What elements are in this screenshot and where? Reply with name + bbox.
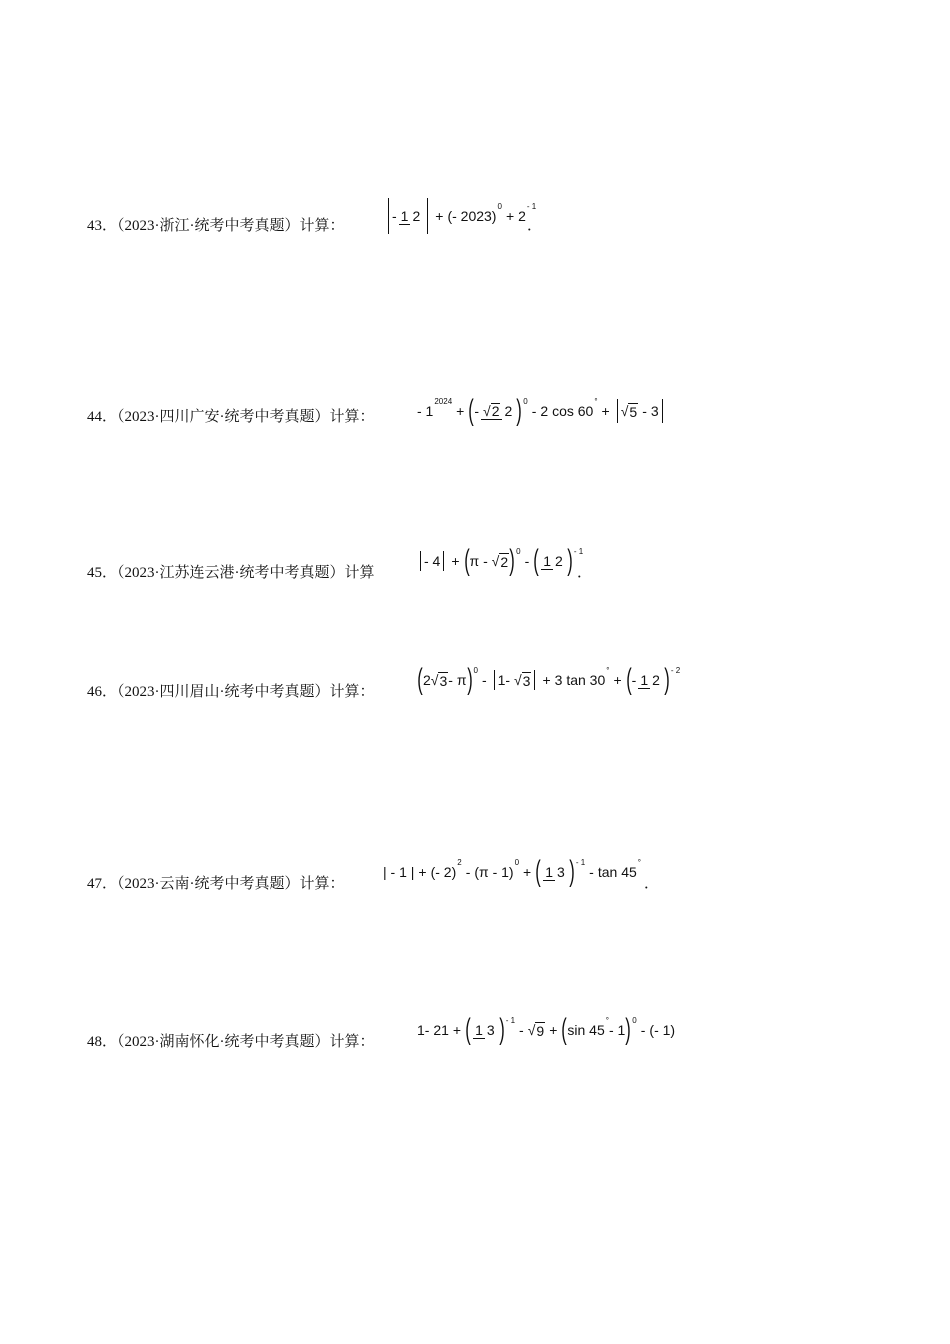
formula: 1- 21 + ( 1 3 ) - 1 - √ 9 + ( sin 45 ° - 1 ) 0 - (- 1) — [417, 1013, 676, 1046]
problem-46 — [87, 652, 887, 722]
period: ． — [644, 876, 660, 892]
problem-43 — [87, 188, 887, 258]
problem-label: 47．（2023·云南·统考中考真题）计算： — [87, 876, 345, 892]
problem-45 — [87, 533, 887, 603]
problem-44 — [87, 375, 887, 445]
formula: | - 1 | + (- 2) 2 - (π - 1) 0 + ( 1 3 ) - 1 - tan 45 ° — [383, 855, 641, 888]
problem-label: 44．（2023·四川广安·统考中考真题）计算： — [87, 409, 375, 425]
problem-label: 43．（2023·浙江·统考中考真题）计算： — [87, 218, 345, 234]
problem-label: 46．（2023·四川眉山·统考中考真题）计算： — [87, 684, 375, 700]
period: ． — [527, 218, 543, 234]
formula: - 1 2 + (- 2023) 0 + 2 - 1 — [385, 188, 536, 244]
formula: - 1 2024 + ( - √2 2 ) 0 - 2 cos 60 ° + √ 5 - 3 — [417, 383, 666, 439]
problem-47 — [87, 844, 887, 914]
formula: - 4 + ( π - √ 2 ) 0 - ( 1 2 ) - 1 — [417, 533, 583, 589]
formula: ( 2√ 3 - π ) 0 - 1- √ 3 + 3 tan 30 ° + ( - 1 2 ) - 2 — [417, 663, 681, 696]
problem-48 — [87, 1002, 887, 1072]
period: ． — [577, 565, 593, 581]
problem-label: 48．（2023·湖南怀化·统考中考真题）计算： — [87, 1034, 375, 1050]
problem-label: 45．（2023·江苏连云港·统考中考真题）计算 — [87, 565, 375, 581]
